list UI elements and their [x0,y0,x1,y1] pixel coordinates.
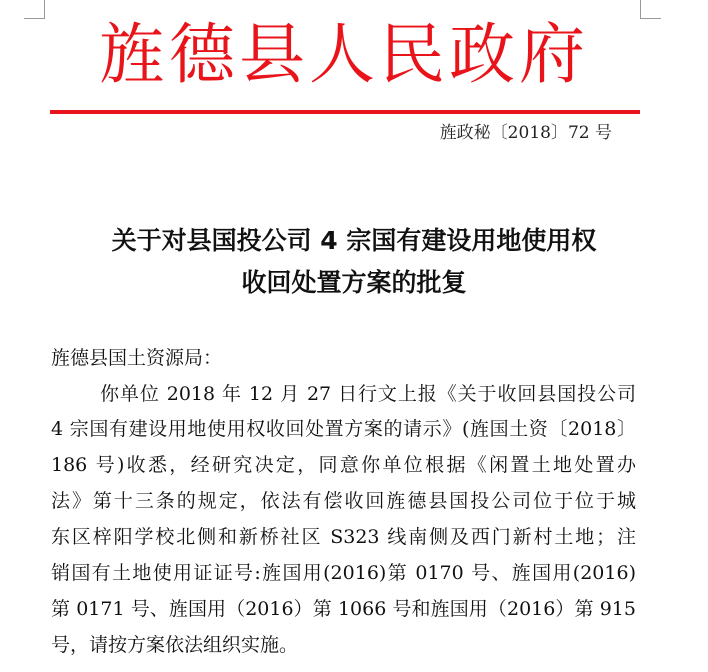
salutation: 旌德县国土资源局： [51,347,223,369]
crop-mark-top-right [640,0,661,19]
government-masthead: 旌德县人民政府 [99,16,589,93]
body-line-8: 号，请按方案依法组织实施。 [51,634,299,656]
body-line-2: 4 宗国有建设用地使用权收回处置方案的请示》(旌国土资〔2018〕 [51,418,636,440]
document-title [40,220,668,304]
document-number: 旌政秘〔2018〕72 号 [439,123,612,143]
crop-mark-top-left [24,0,45,19]
body-line-5: 东区梓阳学校北侧和新桥社区 S323 线南侧及西门新村土地；注 [51,526,636,548]
title-line-2: 收回处置方案的批复 [241,268,467,297]
body-line-3: 186 号)收悉，经研究决定，同意你单位根据《闲置土地处置办 [51,454,636,476]
masthead-red-rule [50,110,640,114]
body-line-1: 你单位 2018 年 12 月 27 日行文上报《关于收回县国投公司 [100,383,636,405]
title-line-1: 关于对县国投公司 4 宗国有建设用地使用权 [111,226,597,255]
body-line-6: 销国有土地使用证证号:旌国用(2016)第 0170 号、旌国用(2016) [51,562,636,584]
body-line-7: 第 0171 号、旌国用（2016）第 1066 号和旌国用（2016）第 915 [51,598,636,620]
body-line-4: 法》第十三条的规定，依法有偿收回旌德县国投公司位于位于城 [51,490,636,512]
